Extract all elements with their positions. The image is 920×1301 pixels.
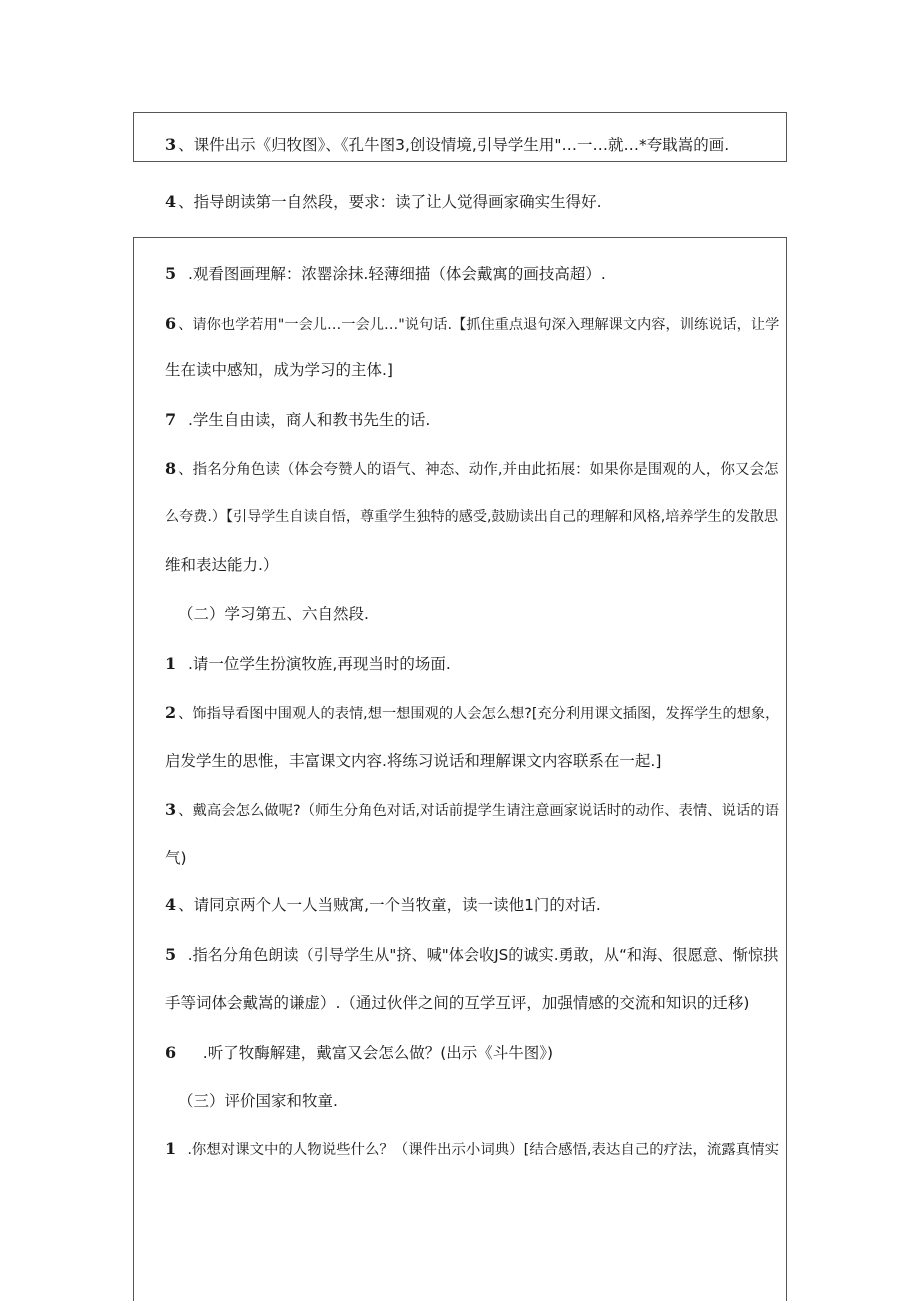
s2-list-item-3 (165, 800, 779, 821)
item-number: 2 (165, 703, 177, 722)
item-text: .你想对课文中的人物说些什么？（课件出示小词典）[结合感悟,表达自己的疗法，流露真情实 (187, 1142, 779, 1158)
item-number: 4 (165, 192, 177, 211)
list-item-8-cont1: 么夸费.）【引导学生自读自悟，尊重学生独特的感受,鼓励读出自己的理解和风格,培养学生的发散思 (165, 509, 779, 525)
list-item-4 (165, 192, 602, 212)
item-number: 5 (165, 945, 177, 964)
item-number: 6 (165, 1043, 177, 1062)
item-text: 、指名分角色读（体会夸赞人的语气、神态、动作,并由此拓展：如果你是围观的人，你又会怎 (178, 462, 779, 478)
s2-list-item-2-cont: 启发学生的思惟，丰富课文内容.将练习说话和理解课文内容联系在一起.] (165, 752, 662, 770)
list-item-6 (165, 314, 779, 335)
list-item-7 (165, 410, 430, 430)
item-text: 、请你也学若用"一会儿…一会儿…"说句话.【抓住重点退句深入理解课文内容，训练说话，让学 (178, 317, 780, 333)
list-item-3 (165, 135, 729, 155)
item-text: .听了牧酶解建，戴富又会怎么做？(出示《斗牛图》) (202, 1044, 554, 1062)
s3-list-item-1 (165, 1139, 779, 1160)
item-text: .请一位学生扮演牧旌,再现当时的场面. (188, 655, 451, 673)
list-item-8-cont2: 维和表达能力.） (165, 556, 279, 574)
item-number: 4 (165, 895, 177, 914)
s2-list-item-5 (165, 945, 778, 965)
item-number: 3 (165, 800, 177, 819)
s2-list-item-1 (165, 654, 451, 674)
item-number: 3 (165, 135, 177, 154)
item-text: .学生自由读，商人和教书先生的话. (188, 411, 431, 429)
item-text: 、指导朗读第一自然段，要求：读了让人觉得画家确实生得好. (178, 193, 602, 211)
item-text: 、课件出示《归牧图》、《孔牛图3,创设情境,引导学生用"…一…就…*夸戢嵩的画. (178, 136, 730, 154)
item-number: 1 (165, 654, 177, 673)
item-number: 6 (165, 314, 177, 333)
item-text: 、请同京两个人一人当贼寓,一个当牧童，读一读他1门的对话. (178, 896, 601, 914)
item-number: 8 (165, 459, 177, 478)
item-number: 1 (165, 1139, 177, 1158)
section-heading-3: （三）评价国家和牧童. (178, 1092, 338, 1110)
item-number: 5 (165, 264, 177, 283)
item-text: 、戴高会怎么做呢?（师生分角色对话,对话前提学生请注意画家说话时的动作、表情、说话的语 (178, 803, 780, 819)
item-text: 、饰指导看图中围观人的表情,想一想围观的人会怎么想?[充分利用课文插图，发挥学生的想象， (178, 706, 780, 722)
list-item-6-cont: 生在读中感知，成为学习的主体.] (165, 361, 393, 379)
item-text: .指名分角色朗读（引导学生从"挤、喊"体会收JS的诚实.勇敢，从“和海、很愿意、惭惊拱 (187, 946, 779, 964)
s2-list-item-2 (165, 703, 779, 724)
list-item-8 (165, 459, 779, 480)
section-heading-2: （二）学习第五、六自然段. (178, 605, 369, 623)
s2-list-item-4 (165, 895, 601, 915)
s2-list-item-5-cont: 手等词体会戴嵩的谦虚）.（通过伙伴之间的互学互评，加强情感的交流和知识的迁移) (165, 994, 750, 1012)
list-item-5 (165, 264, 606, 284)
s2-list-item-6 (165, 1043, 553, 1063)
s2-list-item-3-cont: 气) (165, 849, 187, 867)
item-text: .观看图画理解：浓罂涂抹.轻薄细描（体会戴寓的画技高超）. (188, 265, 606, 283)
item-number: 7 (165, 410, 177, 429)
